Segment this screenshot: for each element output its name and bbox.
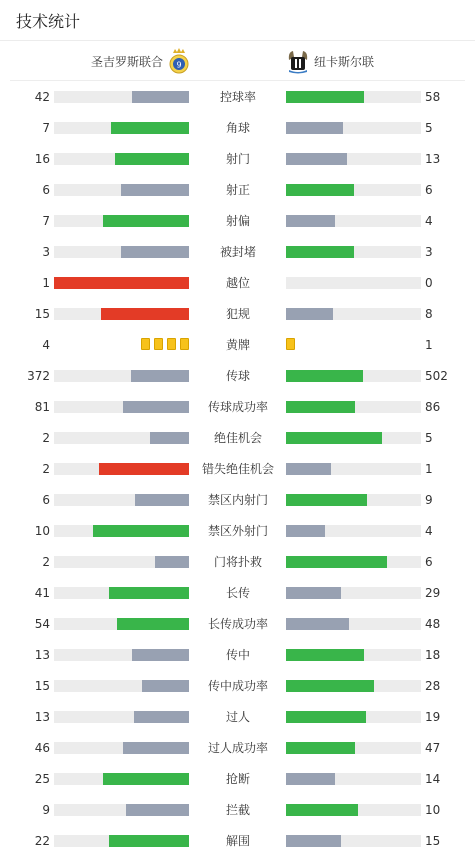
stat-row	[0, 392, 475, 423]
away-stat-value: 5	[425, 121, 433, 135]
home-stat-bar-fill	[132, 91, 189, 103]
stat-label: 门将扑救	[213, 555, 262, 569]
home-stat-bar-fill	[103, 773, 189, 785]
stat-row	[0, 113, 475, 144]
home-stat-bar-fill	[109, 835, 189, 847]
away-stat-bar	[286, 494, 421, 506]
stat-label: 犯规	[225, 307, 250, 321]
away-stat-value: 1	[425, 338, 433, 352]
home-team-crest-icon	[168, 48, 190, 74]
home-stat-value: 2	[42, 431, 50, 445]
home-stat-value: 16	[34, 152, 50, 166]
stat-label: 禁区内射门	[207, 493, 268, 507]
home-stat-bar	[54, 215, 189, 227]
home-stat-bar-fill	[121, 246, 189, 258]
home-stat-value: 7	[42, 121, 50, 135]
home-stat-value: 46	[34, 741, 50, 755]
stat-row	[0, 144, 475, 175]
stat-label: 错失绝佳机会	[201, 462, 274, 476]
away-stat-bar-fill	[286, 804, 358, 816]
stat-label: 禁区外射门	[207, 524, 268, 538]
away-stat-bar-fill	[286, 742, 355, 754]
home-stat-bar-fill	[131, 370, 189, 382]
home-stat-value: 10	[34, 524, 50, 538]
away-stat-bar-fill	[286, 649, 364, 661]
home-stat-bar-fill	[126, 804, 189, 816]
away-stat-bar-fill	[286, 308, 333, 320]
stat-row	[0, 299, 475, 330]
away-stat-bar-fill	[286, 463, 331, 475]
away-stat-value: 28	[425, 679, 441, 693]
stat-label: 被封堵	[219, 245, 256, 259]
away-stat-bar-fill	[286, 494, 367, 506]
home-stat-bar-fill	[123, 401, 189, 413]
home-stat-bar-fill	[54, 277, 189, 289]
home-stat-value: 25	[34, 772, 50, 786]
away-stat-bar-fill	[286, 401, 355, 413]
away-stat-value: 86	[425, 400, 441, 414]
home-stat-bar	[54, 742, 189, 754]
section-header	[0, 0, 475, 41]
away-yellow-cards	[286, 338, 295, 350]
away-stat-value: 5	[425, 431, 433, 445]
away-stat-bar	[286, 370, 421, 382]
away-stat-value: 502	[425, 369, 448, 383]
stat-label: 过人成功率	[207, 741, 268, 755]
away-stat-bar	[286, 556, 421, 568]
away-stat-bar	[286, 432, 421, 444]
home-stat-bar	[54, 463, 189, 475]
stat-row	[0, 578, 475, 609]
home-stat-bar	[54, 370, 189, 382]
away-stat-value: 48	[425, 617, 441, 631]
away-stat-bar	[286, 184, 421, 196]
stat-row	[0, 826, 475, 857]
home-stat-bar	[54, 308, 189, 320]
away-stat-bar	[286, 742, 421, 754]
away-stat-bar	[286, 308, 421, 320]
home-stat-bar	[54, 773, 189, 785]
stats-list	[0, 82, 475, 857]
away-stat-bar	[286, 680, 421, 692]
home-stat-value: 22	[34, 834, 50, 848]
away-stat-bar	[286, 525, 421, 537]
stat-label: 射门	[225, 152, 250, 166]
away-stat-bar-fill	[286, 556, 387, 568]
home-stat-bar	[54, 618, 189, 630]
home-stat-value: 15	[34, 307, 50, 321]
yellow-card-icon	[154, 338, 163, 350]
away-stat-bar	[286, 122, 421, 134]
stat-label: 角球	[225, 121, 250, 135]
away-stat-bar	[286, 773, 421, 785]
home-stat-value: 4	[42, 338, 50, 352]
home-stat-bar	[54, 556, 189, 568]
stat-row	[0, 206, 475, 237]
home-stat-bar	[54, 835, 189, 847]
section-title: 技术统计	[16, 12, 81, 31]
stat-row	[0, 454, 475, 485]
home-stat-value: 42	[34, 90, 50, 104]
home-stat-bar	[54, 804, 189, 816]
home-stat-bar-fill	[135, 494, 189, 506]
stat-label: 传球	[225, 369, 250, 383]
away-stat-bar	[286, 711, 421, 723]
away-stat-bar	[286, 277, 421, 289]
home-stat-value: 13	[34, 648, 50, 662]
away-stat-bar	[286, 587, 421, 599]
away-stat-bar-fill	[286, 153, 347, 165]
home-stat-bar-fill	[121, 184, 189, 196]
away-stat-bar	[286, 401, 421, 413]
away-stat-bar	[286, 246, 421, 258]
away-stat-bar-fill	[286, 680, 374, 692]
away-stat-value: 19	[425, 710, 441, 724]
home-stat-bar-fill	[150, 432, 189, 444]
yellow-card-icon	[141, 338, 150, 350]
away-stat-bar-fill	[286, 618, 349, 630]
svg-text:9: 9	[176, 60, 182, 70]
away-stat-bar-fill	[286, 773, 335, 785]
stat-label: 拦截	[225, 803, 250, 817]
home-stat-bar-fill	[99, 463, 189, 475]
home-stat-value: 81	[34, 400, 50, 414]
away-stat-value: 6	[425, 183, 433, 197]
home-stat-bar	[54, 122, 189, 134]
away-stat-bar-fill	[286, 835, 341, 847]
away-stat-value: 9	[425, 493, 433, 507]
stat-label: 射正	[225, 183, 250, 197]
stat-row	[0, 516, 475, 547]
away-stat-bar	[286, 649, 421, 661]
away-stat-value: 58	[425, 90, 441, 104]
home-stat-value: 2	[42, 555, 50, 569]
teams-header	[0, 41, 475, 81]
stat-row	[0, 361, 475, 392]
stat-row	[0, 485, 475, 516]
home-stat-bar	[54, 401, 189, 413]
stat-row	[0, 82, 475, 113]
home-stat-value: 372	[27, 369, 50, 383]
away-stat-bar	[286, 618, 421, 630]
away-stat-bar	[286, 91, 421, 103]
stat-row	[0, 547, 475, 578]
home-stat-bar	[54, 680, 189, 692]
stat-row	[0, 330, 475, 361]
away-stat-bar-fill	[286, 91, 364, 103]
away-stat-value: 3	[425, 245, 433, 259]
home-stat-bar-fill	[117, 618, 189, 630]
away-team-name: 纽卡斯尔联	[314, 54, 375, 69]
away-stat-value: 18	[425, 648, 441, 662]
away-stat-bar	[286, 463, 421, 475]
stat-label: 长传成功率	[207, 617, 268, 631]
away-stat-value: 10	[425, 803, 441, 817]
yellow-card-icon	[286, 338, 295, 350]
away-stat-bar-fill	[286, 246, 354, 258]
away-stat-value: 29	[425, 586, 441, 600]
home-stat-value: 3	[42, 245, 50, 259]
stat-label: 传球成功率	[207, 400, 268, 414]
home-stat-bar-fill	[111, 122, 189, 134]
home-yellow-cards	[141, 338, 189, 350]
home-stat-value: 7	[42, 214, 50, 228]
away-stat-bar-fill	[286, 370, 363, 382]
home-stat-bar	[54, 91, 189, 103]
away-stat-bar-fill	[286, 525, 325, 537]
home-stat-bar	[54, 153, 189, 165]
away-stat-bar	[286, 835, 421, 847]
stat-row	[0, 268, 475, 299]
away-stat-value: 1	[425, 462, 433, 476]
home-stat-bar	[54, 494, 189, 506]
home-stat-value: 41	[34, 586, 50, 600]
away-stat-value: 47	[425, 741, 441, 755]
home-team[interactable]	[0, 41, 190, 81]
home-stat-bar-fill	[142, 680, 189, 692]
home-stat-bar-fill	[134, 711, 189, 723]
stat-label: 抢断	[225, 772, 250, 786]
away-stat-bar-fill	[286, 215, 335, 227]
home-stat-value: 2	[42, 462, 50, 476]
stat-row	[0, 671, 475, 702]
away-stat-bar	[286, 215, 421, 227]
away-stat-value: 6	[425, 555, 433, 569]
away-stat-value: 4	[425, 524, 433, 538]
home-stat-bar-fill	[101, 308, 189, 320]
home-stat-bar	[54, 432, 189, 444]
away-stat-value: 13	[425, 152, 441, 166]
home-stat-bar	[54, 525, 189, 537]
home-stat-value: 1	[42, 276, 50, 290]
home-stat-bar	[54, 184, 189, 196]
away-stat-value: 0	[425, 276, 433, 290]
stat-label: 绝佳机会	[213, 431, 262, 445]
home-stat-bar-fill	[132, 649, 189, 661]
stat-label: 黄牌	[225, 338, 250, 352]
home-stat-bar	[54, 246, 189, 258]
away-stat-bar-fill	[286, 432, 382, 444]
stat-row	[0, 175, 475, 206]
away-stat-bar-fill	[286, 184, 354, 196]
home-stat-value: 13	[34, 710, 50, 724]
away-stat-value: 8	[425, 307, 433, 321]
home-stat-value: 54	[34, 617, 50, 631]
stat-label: 控球率	[219, 90, 256, 104]
home-team-name: 圣吉罗斯联合	[90, 54, 163, 69]
home-stat-value: 9	[42, 803, 50, 817]
stat-label: 射偏	[225, 214, 250, 228]
away-stat-bar-fill	[286, 587, 341, 599]
away-team[interactable]	[287, 41, 374, 81]
stat-label: 传中	[225, 648, 250, 662]
stat-row	[0, 764, 475, 795]
home-stat-bar-fill	[115, 153, 189, 165]
stat-row	[0, 795, 475, 826]
home-stat-bar	[54, 277, 189, 289]
stat-row	[0, 609, 475, 640]
home-stat-bar-fill	[109, 587, 189, 599]
home-stat-bar-fill	[123, 742, 189, 754]
yellow-card-icon	[180, 338, 189, 350]
away-stat-value: 14	[425, 772, 441, 786]
home-stat-value: 6	[42, 493, 50, 507]
home-stat-bar-fill	[93, 525, 189, 537]
home-stat-value: 15	[34, 679, 50, 693]
stat-label: 传中成功率	[207, 679, 268, 693]
stat-row	[0, 423, 475, 454]
away-stat-value: 15	[425, 834, 441, 848]
divider	[10, 80, 465, 81]
away-stat-bar-fill	[286, 122, 343, 134]
home-stat-value: 6	[42, 183, 50, 197]
stat-row	[0, 702, 475, 733]
stat-row	[0, 237, 475, 268]
stat-row	[0, 640, 475, 671]
stat-label: 长传	[225, 586, 250, 600]
stat-label: 解围	[225, 834, 250, 848]
yellow-card-icon	[167, 338, 176, 350]
away-stat-bar	[286, 153, 421, 165]
away-team-crest-icon	[287, 48, 309, 74]
home-stat-bar-fill	[155, 556, 189, 568]
home-stat-bar	[54, 587, 189, 599]
home-stat-bar	[54, 711, 189, 723]
away-stat-bar	[286, 804, 421, 816]
away-stat-bar-fill	[286, 711, 366, 723]
stat-label: 过人	[225, 710, 250, 724]
away-stat-value: 4	[425, 214, 433, 228]
home-stat-bar-fill	[103, 215, 189, 227]
stat-label: 越位	[225, 276, 250, 290]
home-stat-bar	[54, 649, 189, 661]
stat-row	[0, 733, 475, 764]
